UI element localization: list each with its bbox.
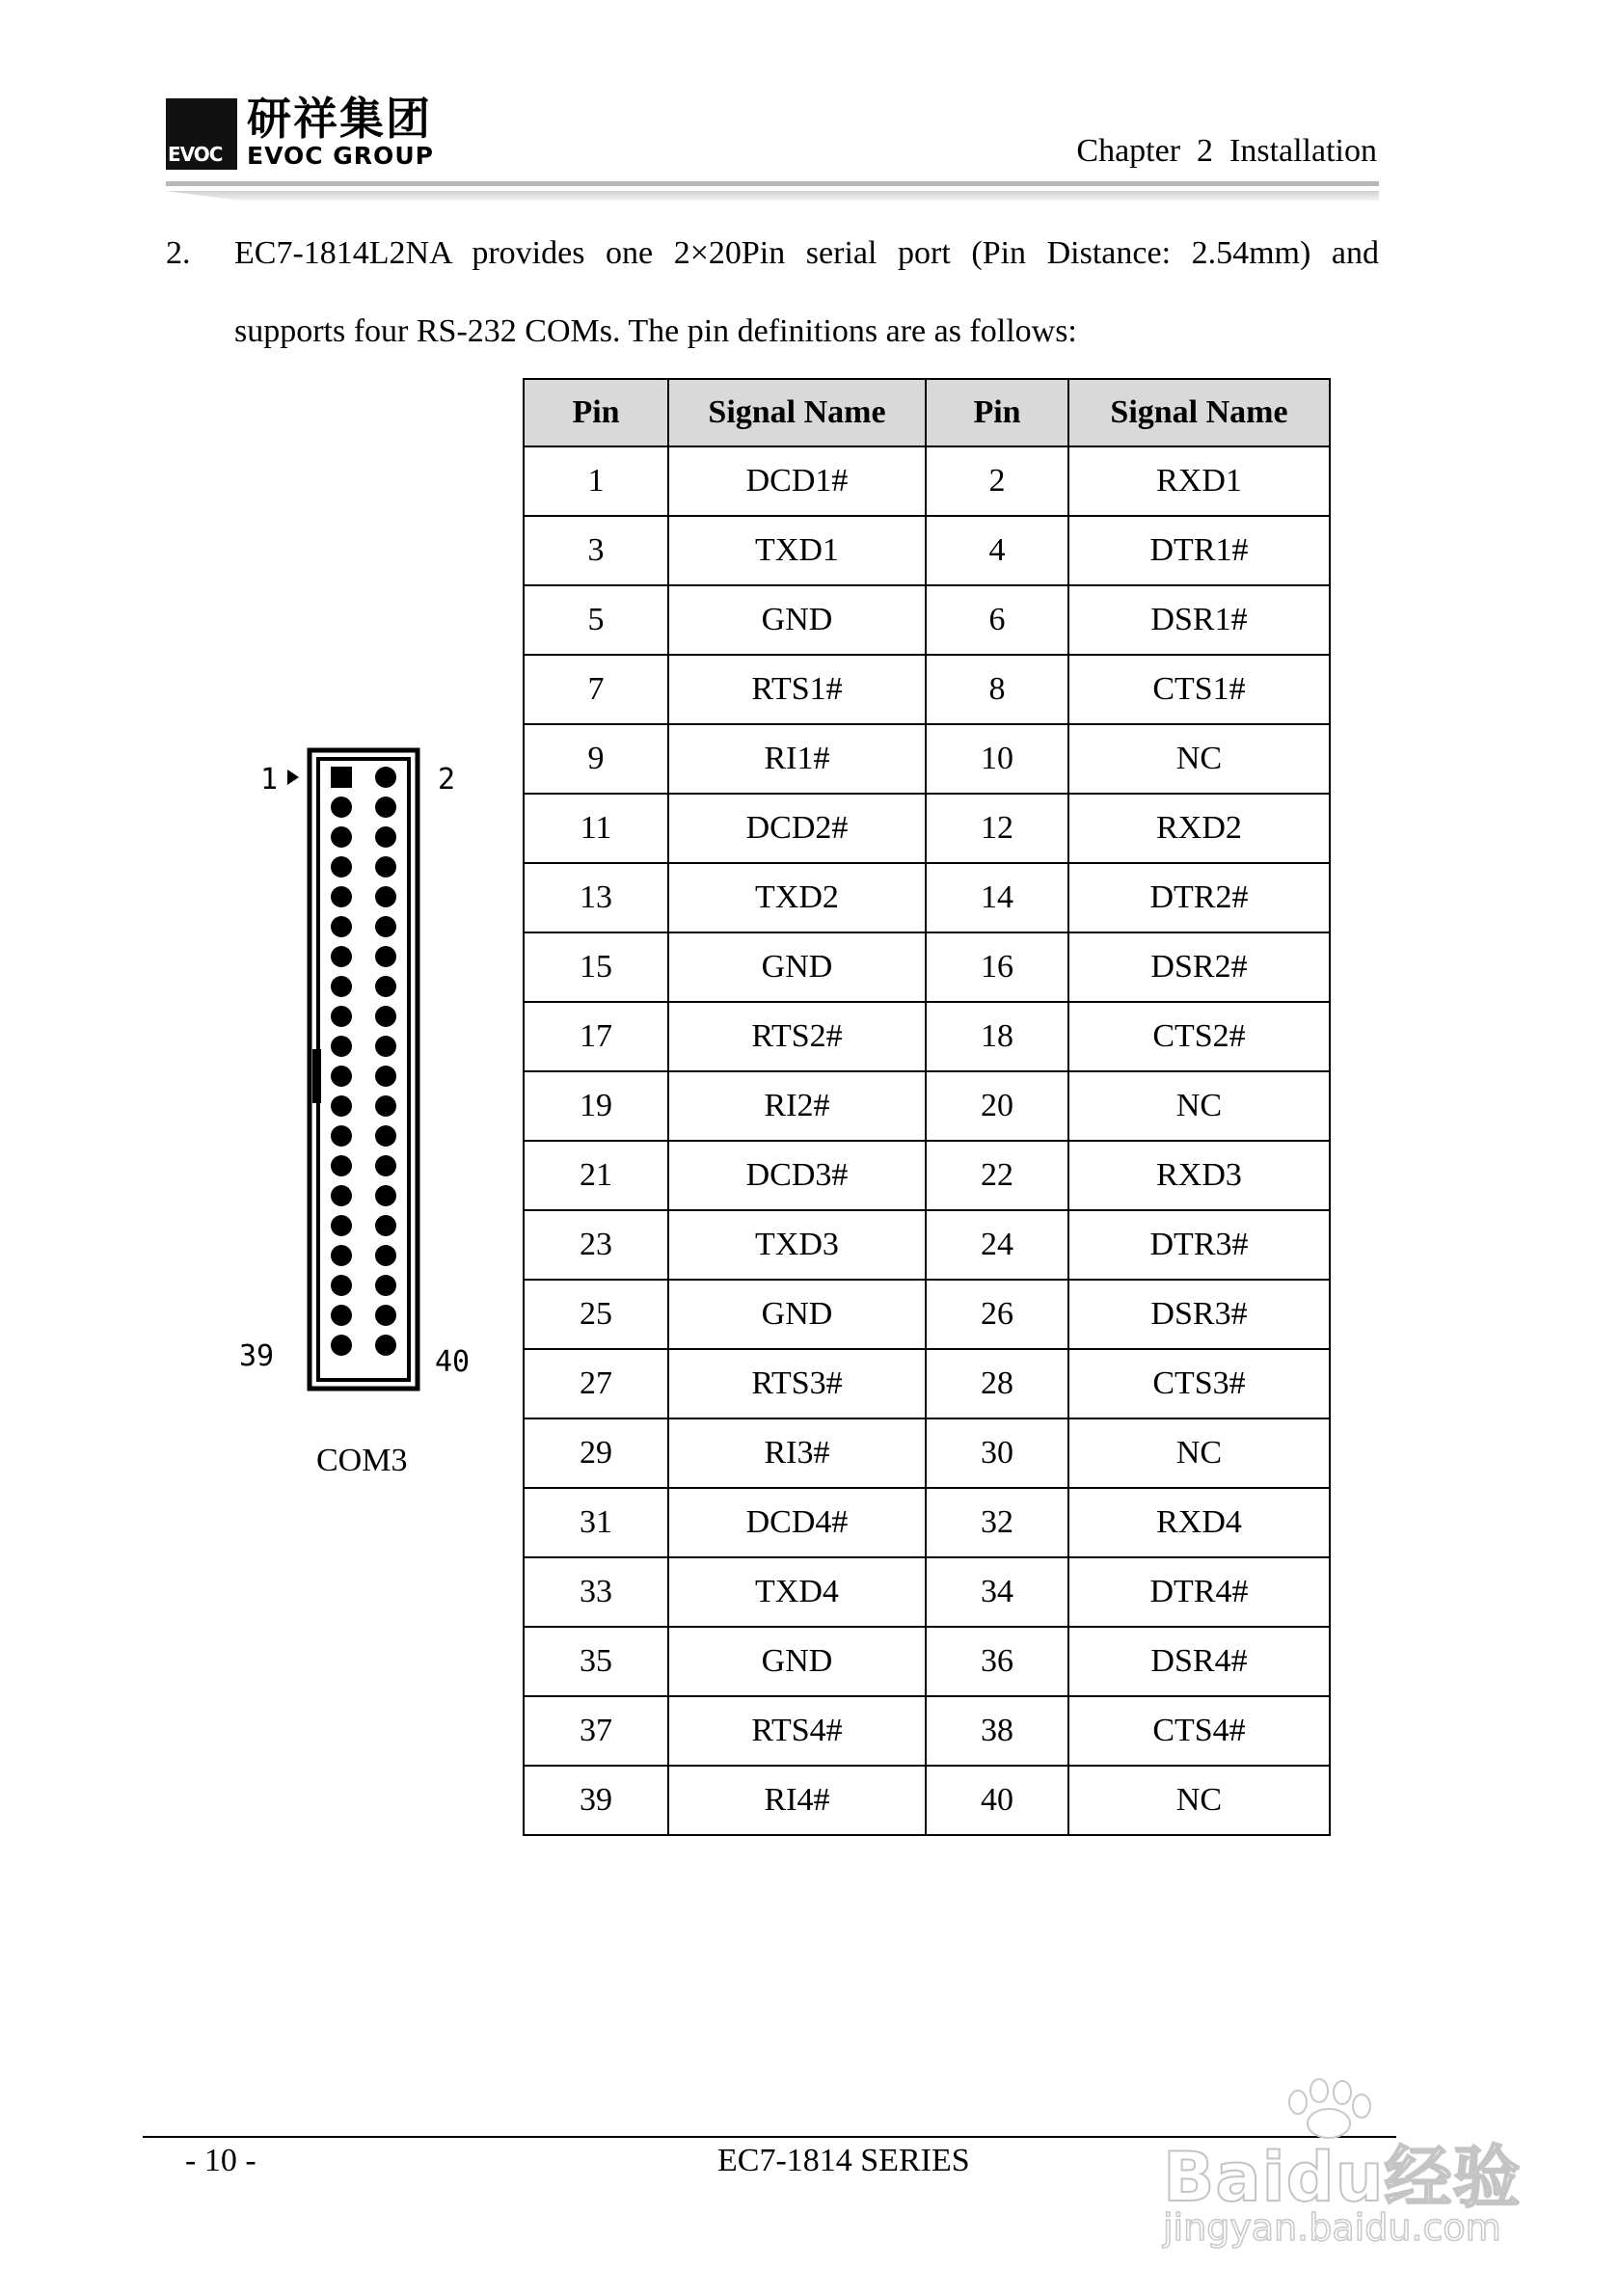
com3-connector-diagram xyxy=(239,743,480,1495)
signal-name-cell: RXD3 xyxy=(1068,1141,1330,1210)
pin-number-cell: 39 xyxy=(524,1766,668,1835)
connector-pin xyxy=(375,1245,396,1266)
signal-name-cell: DCD2# xyxy=(668,794,926,863)
connector-pin xyxy=(375,976,396,997)
connector-pin xyxy=(331,1006,352,1027)
connector-pin xyxy=(331,1155,352,1176)
table-row xyxy=(524,1002,1330,1071)
evoc-logo xyxy=(166,95,455,174)
pin-number-cell: 15 xyxy=(524,932,668,1002)
pin-number-cell: 21 xyxy=(524,1141,668,1210)
pin-number-cell: 38 xyxy=(926,1696,1068,1766)
signal-name-cell: DCD4# xyxy=(668,1488,926,1557)
signal-name-cell: TXD3 xyxy=(668,1210,926,1280)
table-row xyxy=(524,932,1330,1002)
pin-number-cell: 20 xyxy=(926,1071,1068,1141)
signal-name-cell: RTS1# xyxy=(668,655,926,724)
signal-name-cell: GND xyxy=(668,1627,926,1696)
pin-label-39: 39 xyxy=(239,1339,275,1373)
connector-pin xyxy=(331,1066,352,1087)
connector-pin xyxy=(375,1185,396,1206)
header-rule xyxy=(166,181,1379,186)
table-row xyxy=(524,1210,1330,1280)
pin-number-cell: 40 xyxy=(926,1766,1068,1835)
header-signal-name: Signal Name xyxy=(668,379,926,446)
connector-pin xyxy=(375,1305,396,1326)
table-header-row xyxy=(524,379,1330,446)
table-row xyxy=(524,1141,1330,1210)
signal-name-cell: DCD1# xyxy=(668,446,926,516)
watermark-url: jingyan.baidu.com xyxy=(1163,2206,1501,2249)
table-row xyxy=(524,1488,1330,1557)
connector-pin xyxy=(331,1305,352,1326)
signal-name-cell: NC xyxy=(1068,1418,1330,1488)
pin-number-cell: 7 xyxy=(524,655,668,724)
baidu-watermark xyxy=(1153,2073,1558,2256)
pin-number-cell: 35 xyxy=(524,1627,668,1696)
connector-pin xyxy=(375,1215,396,1236)
pin-number-cell: 5 xyxy=(524,585,668,655)
signal-name-cell: RTS2# xyxy=(668,1002,926,1071)
signal-name-cell: GND xyxy=(668,585,926,655)
table-row xyxy=(524,655,1330,724)
pin-number-cell: 8 xyxy=(926,655,1068,724)
pin-number-cell: 28 xyxy=(926,1349,1068,1418)
signal-name-cell: RTS3# xyxy=(668,1349,926,1418)
signal-name-cell: DTR4# xyxy=(1068,1557,1330,1627)
logo-badge-text: EVOC xyxy=(168,143,223,166)
pin-number-cell: 17 xyxy=(524,1002,668,1071)
header-rule-shadow xyxy=(166,191,1379,201)
connector-pin xyxy=(331,826,352,848)
signal-name-cell: TXD1 xyxy=(668,516,926,585)
table-row xyxy=(524,1349,1330,1418)
connector-pin xyxy=(375,856,396,878)
signal-name-cell: TXD2 xyxy=(668,863,926,932)
chapter-heading: Chapter 2 Installation xyxy=(1076,133,1377,169)
table-row xyxy=(524,1557,1330,1627)
table-row xyxy=(524,446,1330,516)
connector-pin xyxy=(331,1275,352,1296)
pin-label-2: 2 xyxy=(438,763,456,797)
signal-name-cell: DSR4# xyxy=(1068,1627,1330,1696)
footer-series: EC7-1814 SERIES xyxy=(717,2143,970,2178)
signal-name-cell: DSR3# xyxy=(1068,1280,1330,1349)
connector-pin xyxy=(331,916,352,937)
table-row xyxy=(524,1071,1330,1141)
pin-number-cell: 31 xyxy=(524,1488,668,1557)
signal-name-cell: RI3# xyxy=(668,1418,926,1488)
signal-name-cell: RXD4 xyxy=(1068,1488,1330,1557)
pin-number-cell: 26 xyxy=(926,1280,1068,1349)
pin-number-cell: 16 xyxy=(926,932,1068,1002)
connector-pin xyxy=(375,1335,396,1356)
table-row xyxy=(524,1627,1330,1696)
connector-pin xyxy=(331,1245,352,1266)
table-row xyxy=(524,863,1330,932)
pin-number-cell: 2 xyxy=(926,446,1068,516)
connector-pin xyxy=(375,1125,396,1147)
signal-name-cell: DSR1# xyxy=(1068,585,1330,655)
pin-definition-table xyxy=(523,378,1331,1836)
pin-number-cell: 24 xyxy=(926,1210,1068,1280)
connector-pin xyxy=(331,1125,352,1147)
pin-number-cell: 10 xyxy=(926,724,1068,794)
watermark-text: Baidu经验 xyxy=(1163,2138,1522,2217)
connector-pin xyxy=(331,1095,352,1117)
evoc-logo-mark xyxy=(166,98,237,170)
logo-english-name: EVOC GROUP xyxy=(247,142,434,170)
table-row xyxy=(524,724,1330,794)
signal-name-cell: DCD3# xyxy=(668,1141,926,1210)
pin-number-cell: 18 xyxy=(926,1002,1068,1071)
signal-name-cell: DTR2# xyxy=(1068,863,1330,932)
pin-label-1: 1 xyxy=(260,763,279,797)
connector-pin xyxy=(375,1095,396,1117)
pin-number-cell: 1 xyxy=(524,446,668,516)
connector-pin xyxy=(331,1215,352,1236)
connector-pin xyxy=(375,1006,396,1027)
signal-name-cell: RI4# xyxy=(668,1766,926,1835)
signal-name-cell: CTS3# xyxy=(1068,1349,1330,1418)
signal-name-cell: TXD4 xyxy=(668,1557,926,1627)
signal-name-cell: GND xyxy=(668,1280,926,1349)
pin-number-cell: 22 xyxy=(926,1141,1068,1210)
signal-name-cell: RTS4# xyxy=(668,1696,926,1766)
pin-number-cell: 9 xyxy=(524,724,668,794)
connector-label: COM3 xyxy=(316,1443,408,1478)
connector-pin xyxy=(331,946,352,967)
pin-number-cell: 33 xyxy=(524,1557,668,1627)
signal-name-cell: DTR1# xyxy=(1068,516,1330,585)
signal-name-cell: NC xyxy=(1068,724,1330,794)
table-row xyxy=(524,794,1330,863)
signal-name-cell: DTR3# xyxy=(1068,1210,1330,1280)
connector-pin xyxy=(331,797,352,818)
connector-pin xyxy=(375,826,396,848)
connector-outline xyxy=(310,750,418,1389)
signal-name-cell: CTS2# xyxy=(1068,1002,1330,1071)
pin-number-cell: 27 xyxy=(524,1349,668,1418)
connector-pin xyxy=(331,767,352,788)
paragraph-line-2: supports four RS-232 COMs. The pin definitions are as follows: xyxy=(234,313,1077,349)
pin-number-cell: 14 xyxy=(926,863,1068,932)
pin-number-cell: 19 xyxy=(524,1071,668,1141)
connector-pin xyxy=(331,856,352,878)
signal-name-cell: NC xyxy=(1068,1766,1330,1835)
header-pin: Pin xyxy=(926,379,1068,446)
table-row xyxy=(524,1418,1330,1488)
connector-pin xyxy=(375,797,396,818)
connector-pin xyxy=(375,886,396,907)
connector-pins xyxy=(331,767,396,1356)
connector-pin xyxy=(331,886,352,907)
signal-name-cell: CTS1# xyxy=(1068,655,1330,724)
connector-pin xyxy=(375,767,396,788)
logo-chinese-name: 研祥集团 xyxy=(247,93,432,145)
pin-number-cell: 12 xyxy=(926,794,1068,863)
pin-1-arrow-icon xyxy=(287,770,299,785)
signal-name-cell: CTS4# xyxy=(1068,1696,1330,1766)
table-row xyxy=(524,1696,1330,1766)
connector-pin xyxy=(331,1185,352,1206)
pin-number-cell: 6 xyxy=(926,585,1068,655)
pin-number-cell: 25 xyxy=(524,1280,668,1349)
pin-number-cell: 37 xyxy=(524,1696,668,1766)
table-row xyxy=(524,1280,1330,1349)
table-row xyxy=(524,516,1330,585)
page-number: - 10 - xyxy=(185,2143,256,2178)
paragraph-line-1: EC7-1814L2NA provides one 2×20Pin serial port (Pin Distance: 2.54mm) and xyxy=(234,235,1379,271)
pin-number-cell: 23 xyxy=(524,1210,668,1280)
signal-name-cell: GND xyxy=(668,932,926,1002)
table-row xyxy=(524,585,1330,655)
pin-number-cell: 32 xyxy=(926,1488,1068,1557)
signal-name-cell: NC xyxy=(1068,1071,1330,1141)
connector-pin xyxy=(375,1275,396,1296)
signal-name-cell: RI1# xyxy=(668,724,926,794)
pin-number-cell: 4 xyxy=(926,516,1068,585)
list-number: 2. xyxy=(166,235,191,271)
connector-pin xyxy=(331,1335,352,1356)
connector-pin xyxy=(375,946,396,967)
pin-number-cell: 3 xyxy=(524,516,668,585)
connector-pin xyxy=(375,1036,396,1057)
pin-number-cell: 11 xyxy=(524,794,668,863)
connector-pin xyxy=(375,916,396,937)
connector-pin xyxy=(331,976,352,997)
header-pin: Pin xyxy=(524,379,668,446)
pin-number-cell: 36 xyxy=(926,1627,1068,1696)
connector-pin xyxy=(331,1036,352,1057)
table-row xyxy=(524,1766,1330,1835)
pin-label-40: 40 xyxy=(435,1345,471,1379)
header-signal-name: Signal Name xyxy=(1068,379,1330,446)
connector-pin xyxy=(375,1155,396,1176)
signal-name-cell: DSR2# xyxy=(1068,932,1330,1002)
pin-number-cell: 34 xyxy=(926,1557,1068,1627)
connector-pin xyxy=(375,1066,396,1087)
signal-name-cell: RI2# xyxy=(668,1071,926,1141)
signal-name-cell: RXD2 xyxy=(1068,794,1330,863)
pin-number-cell: 13 xyxy=(524,863,668,932)
pin-number-cell: 29 xyxy=(524,1418,668,1488)
signal-name-cell: RXD1 xyxy=(1068,446,1330,516)
pin-number-cell: 30 xyxy=(926,1418,1068,1488)
